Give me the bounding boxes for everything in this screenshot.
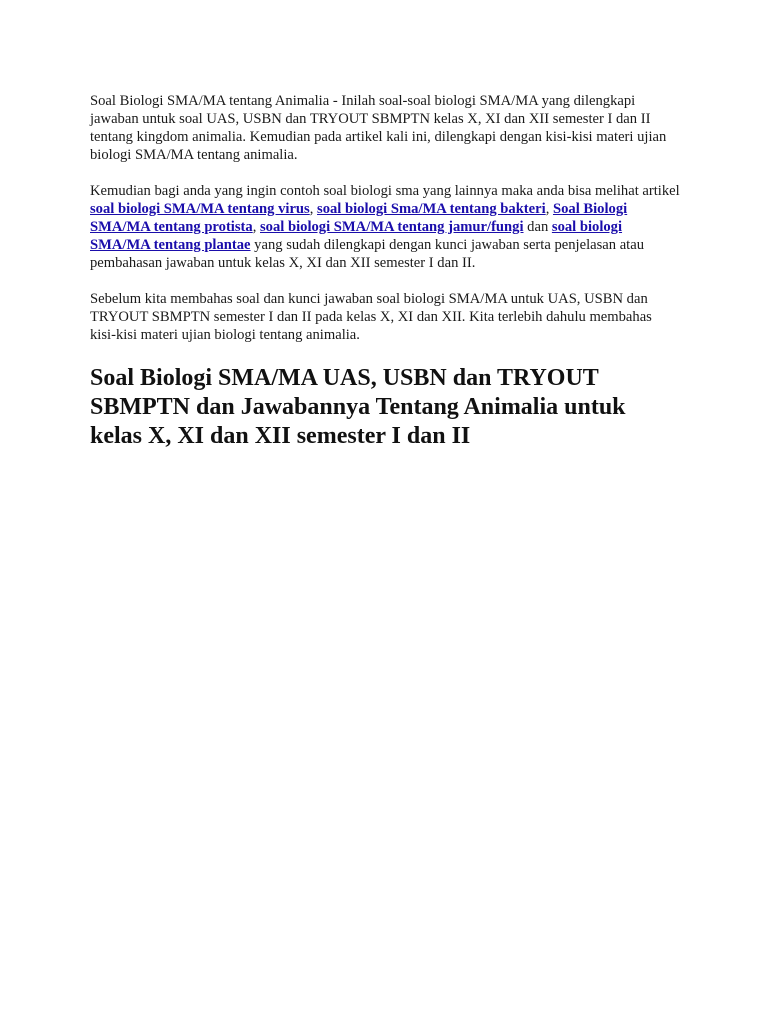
link-soal-virus[interactable]: soal biologi SMA/MA tentang virus: [90, 201, 310, 217]
related-articles-paragraph: [90, 182, 680, 272]
link-soal-bakteri[interactable]: soal biologi Sma/MA tentang bakteri: [317, 201, 546, 217]
link-soal-plantae[interactable]: soal biologi SMA/MA tentang plantae: [90, 219, 623, 253]
related-intro-text: Kemudian bagi anda yang ingin contoh soal biologi sma yang lainnya maka anda bisa melihat artikel: [90, 183, 680, 199]
separator: ,: [252, 219, 260, 235]
separator: ,: [545, 201, 553, 217]
separator: ,: [309, 201, 318, 217]
overview-paragraph: Sebelum kita membahas soal dan kunci jawaban soal biologi SMA/MA untuk UAS, USBN dan TRYOUT SBMPTN semester I dan II pada kelas X, XI dan XII. Kita terlebih dahulu membahas kisi-kisi materi ujian biologi tentang animalia.: [90, 291, 652, 343]
conjunction-text: dan: [523, 219, 552, 235]
intro-paragraph: Soal Biologi SMA/MA tentang Animalia - Inilah soal-soal biologi SMA/MA yang dilengkapi jawaban untuk soal UAS, USBN dan TRYOUT SBMPTN kelas X, XI dan XII semester I dan II tentang kingdom animalia. Kemudian pada artikel kali ini, dilengkapi dengan kisi-kisi materi ujian biologi SMA/MA tentang animalia.: [90, 93, 667, 163]
document-page: [90, 92, 680, 451]
link-soal-jamur-fungi[interactable]: soal biologi SMA/MA tentang jamur/fungi: [260, 219, 524, 235]
related-outro-text: yang sudah dilengkapi dengan kunci jawaban serta penjelasan atau pembahasan jawaban untuk kelas X, XI dan XII semester I dan II.: [90, 237, 645, 271]
section-heading: Soal Biologi SMA/MA UAS, USBN dan TRYOUT SBMPTN dan Jawabannya Tentang Animalia untuk kelas X, XI dan XII semester I dan II: [90, 365, 626, 449]
link-soal-protista[interactable]: Soal Biologi SMA/MA tentang protista: [90, 201, 628, 235]
